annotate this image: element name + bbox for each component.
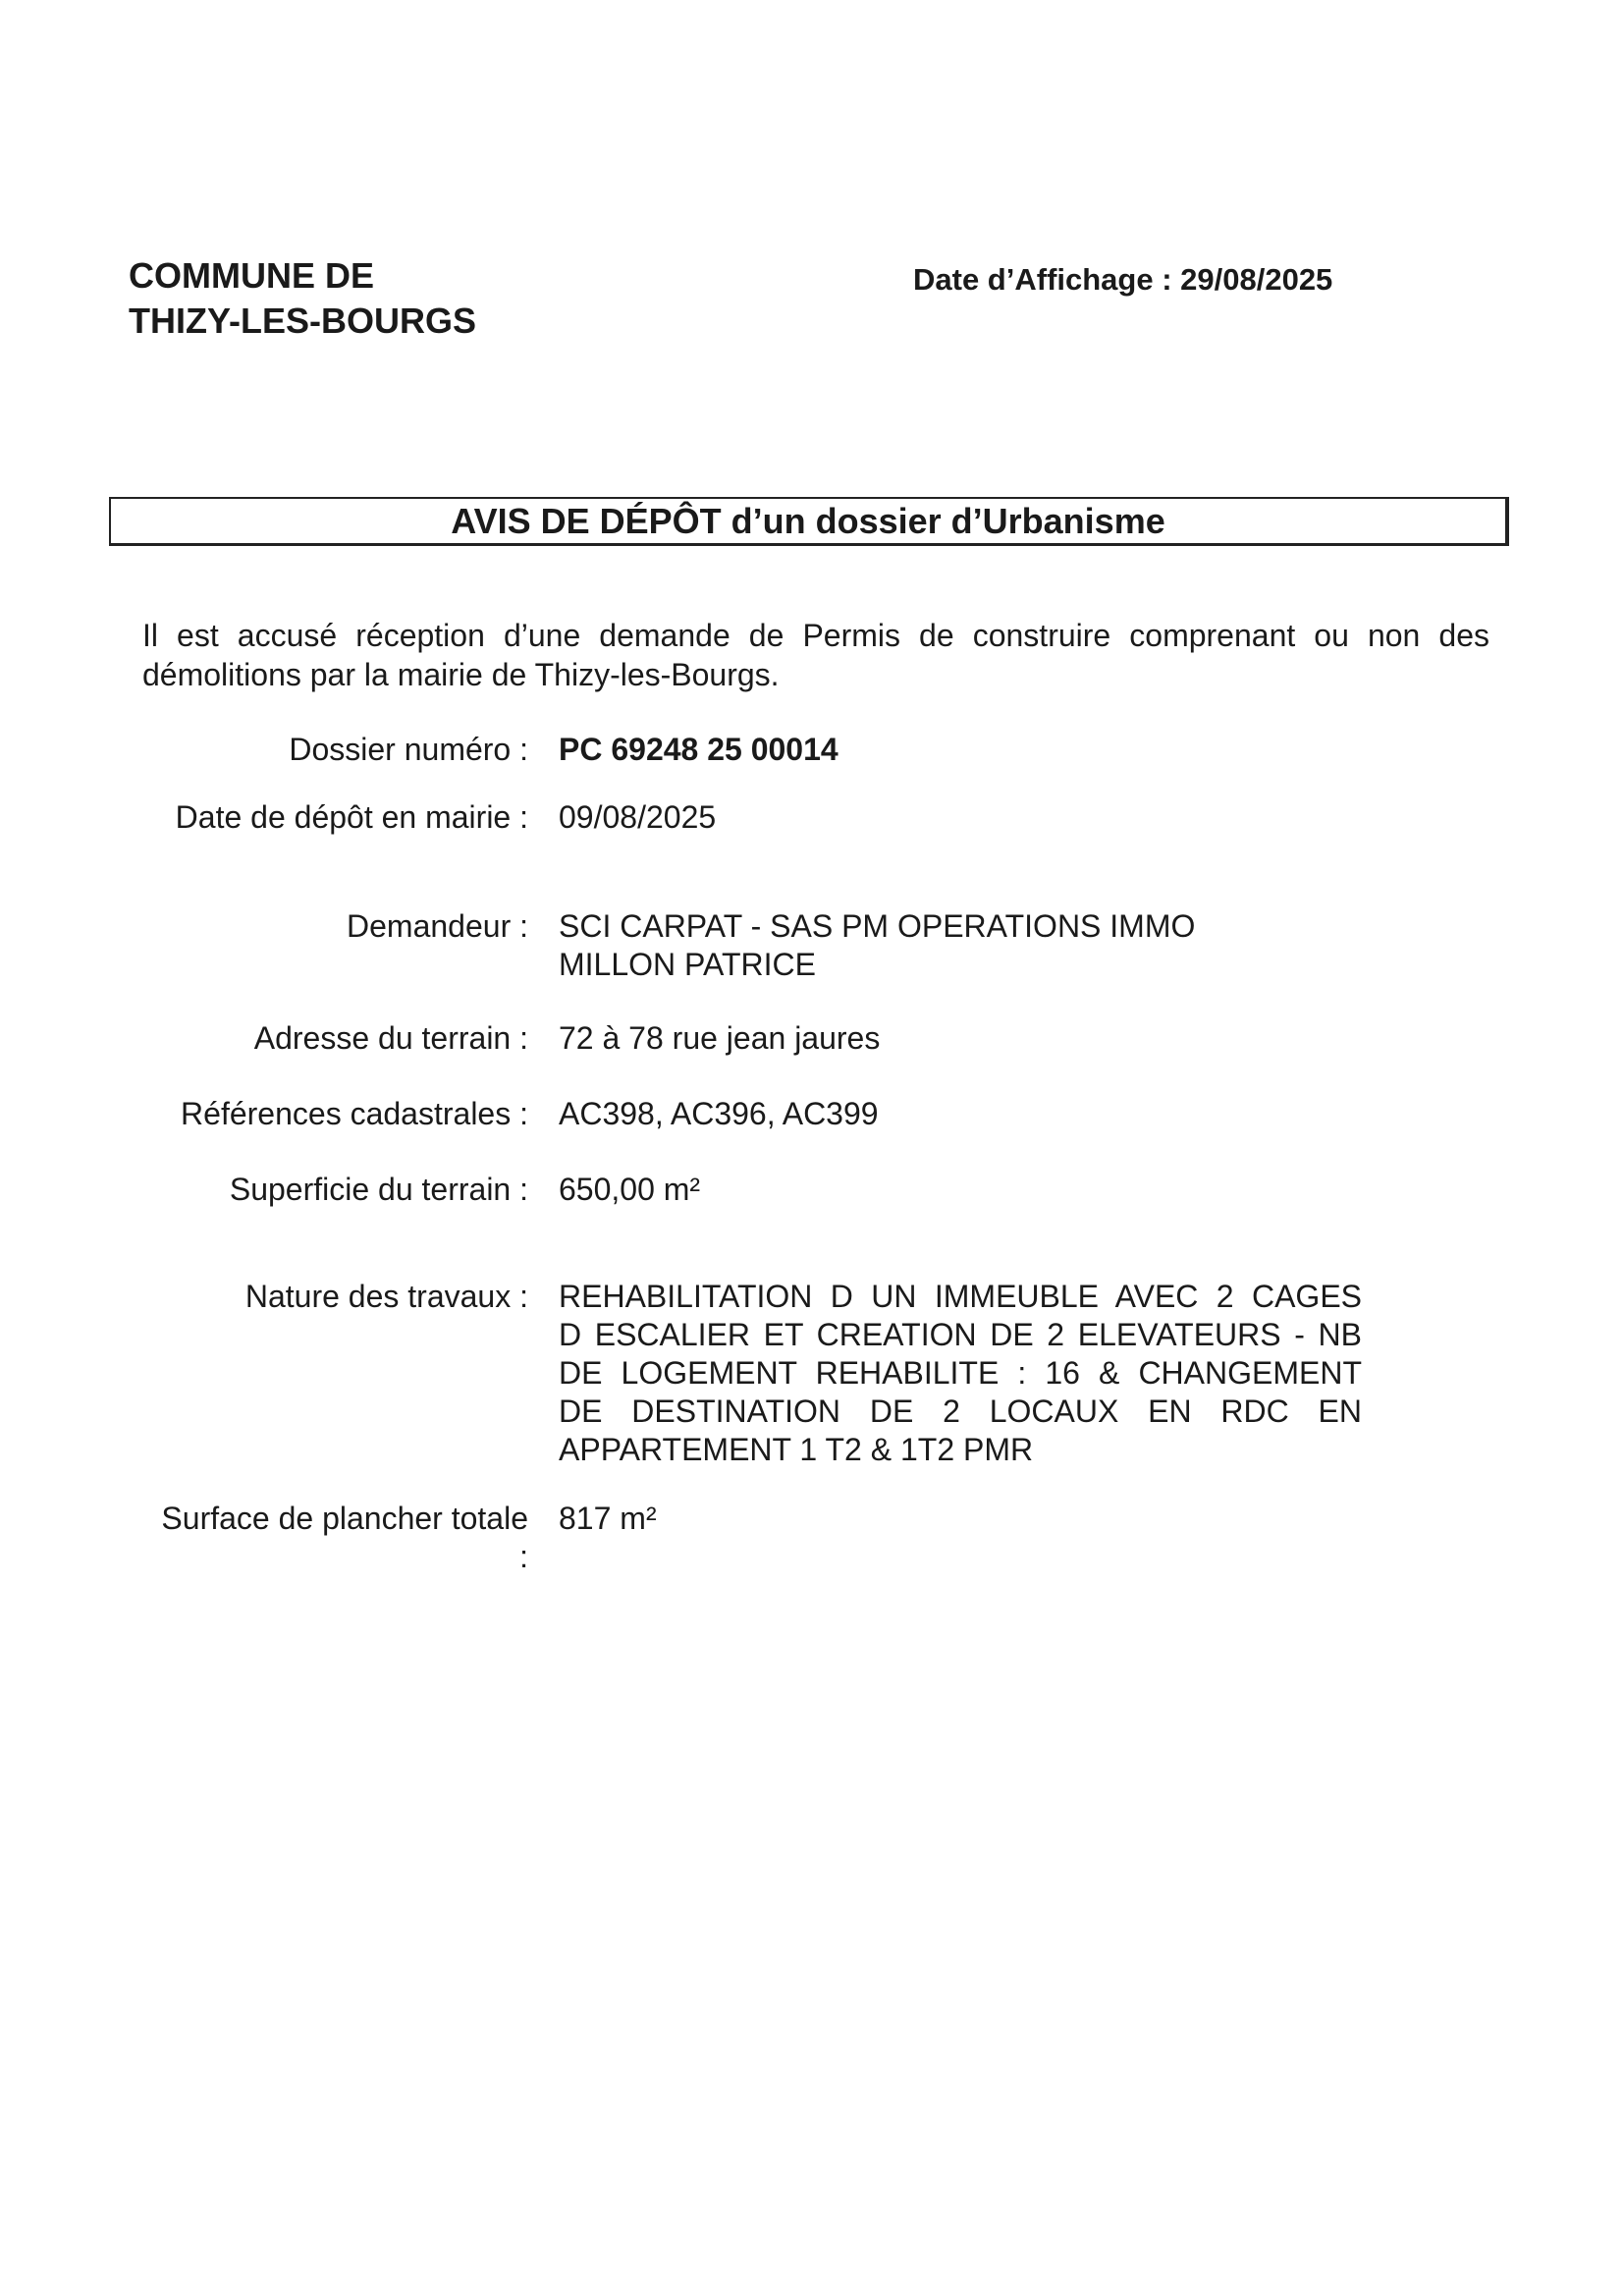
dossier-value: PC 69248 25 00014: [559, 732, 839, 767]
commune-line-2: THIZY-LES-BOURGS: [129, 301, 477, 341]
nature-value: [559, 1278, 1362, 1469]
surface-plancher-label: [161, 1500, 528, 1576]
nature-line: DE LOGEMENT REHABILITE : 16 & CHANGEMENT: [559, 1355, 1362, 1391]
demandeur-line-2: MILLON PATRICE: [559, 947, 816, 982]
date-depot-label: Date de dépôt en mairie :: [175, 799, 528, 835]
adresse-value: 72 à 78 rue jean jaures: [559, 1020, 881, 1056]
nature-line: REHABILITATION D UN IMMEUBLE AVEC 2 CAGES: [559, 1279, 1362, 1314]
demandeur-value: [559, 907, 1195, 984]
superficie-value: 650,00 m²: [559, 1172, 701, 1207]
dossier-label: Dossier numéro :: [289, 732, 528, 767]
surface-plancher-value: 817 m²: [559, 1501, 657, 1536]
date-depot-value: 09/08/2025: [559, 799, 717, 835]
references-value: AC398, AC396, AC399: [559, 1096, 879, 1131]
commune-line-1: COMMUNE DE: [129, 255, 374, 296]
intro-paragraph: Il est accusé réception d’une demande de Permis de construire comprenant ou non des démolitions par la mairie de Thizy-les-Bourgs.: [142, 618, 1489, 692]
demandeur-label: Demandeur :: [347, 908, 528, 944]
superficie-label: Superficie du terrain :: [229, 1172, 528, 1207]
nature-label: Nature des travaux :: [244, 1279, 528, 1314]
title-box: [109, 497, 1509, 546]
references-label: Références cadastrales :: [181, 1096, 528, 1131]
surface-plancher-label-line-2: :: [519, 1539, 528, 1574]
nature-line: DE DESTINATION DE 2 LOCAUX EN RDC EN: [559, 1394, 1362, 1429]
page-title: AVIS DE DÉPÔT d’un dossier d’Urbanisme: [451, 500, 1165, 541]
demandeur-line-1: SCI CARPAT - SAS PM OPERATIONS IMMO: [559, 908, 1196, 944]
date-affichage: Date d’Affichage : 29/08/2025: [913, 262, 1333, 297]
commune-name: [129, 253, 476, 344]
adresse-label: Adresse du terrain :: [253, 1020, 528, 1056]
nature-line: D ESCALIER ET CREATION DE 2 ELEVATEURS - NB: [559, 1317, 1362, 1352]
surface-plancher-label-line-1: Surface de plancher totale: [161, 1501, 528, 1536]
nature-line: APPARTEMENT 1 T2 & 1T2 PMR: [559, 1432, 1034, 1467]
